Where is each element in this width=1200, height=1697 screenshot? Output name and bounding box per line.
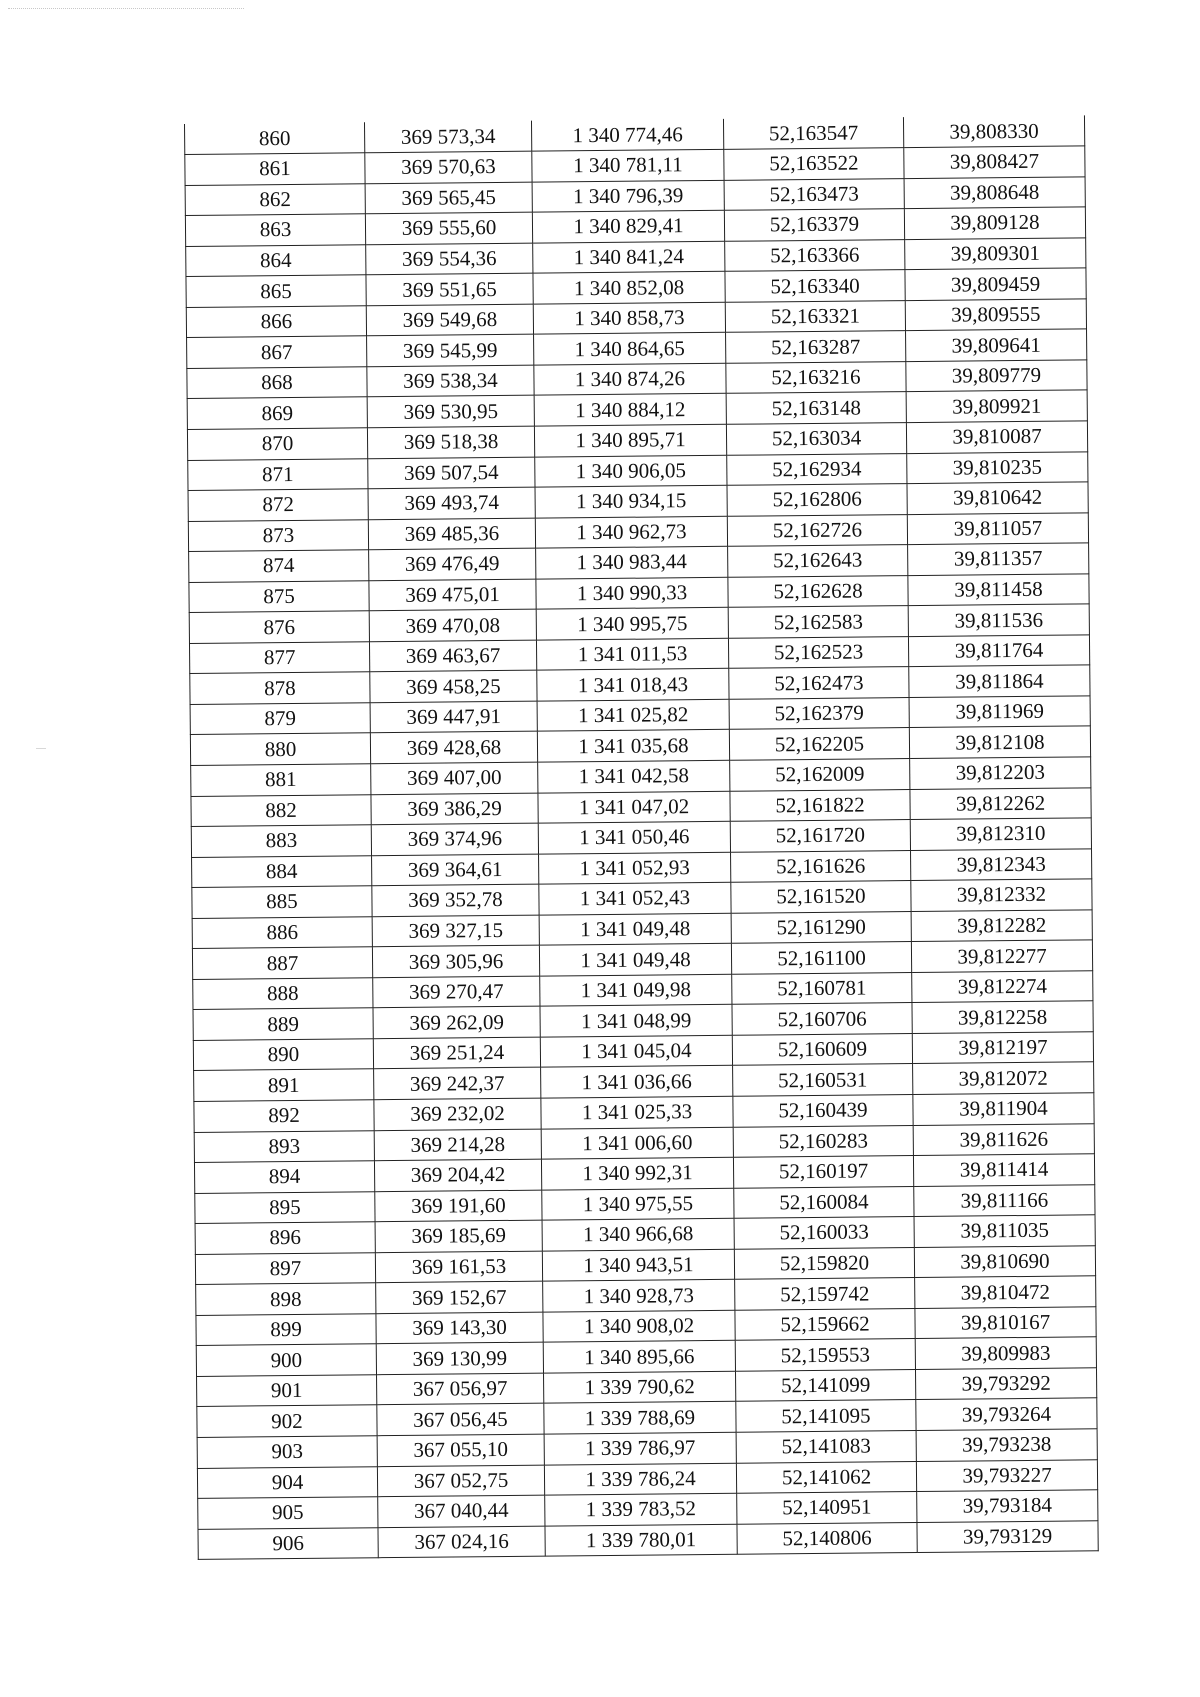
coordinate-table	[184, 115, 1099, 1560]
y-coordinate-cell: 1 340 841,24	[533, 241, 725, 273]
y-coordinate-cell: 1 341 011,53	[536, 638, 728, 670]
longitude-cell: 39,811414	[913, 1154, 1094, 1186]
point-number-cell: 905	[198, 1497, 378, 1529]
longitude-cell: 39,812072	[913, 1062, 1094, 1094]
latitude-cell: 52,160033	[734, 1217, 914, 1249]
y-coordinate-cell: 1 341 047,02	[538, 791, 730, 823]
latitude-cell: 52,141083	[736, 1431, 916, 1463]
y-coordinate-cell: 1 340 796,39	[532, 180, 724, 212]
x-coordinate-cell: 369 407,00	[371, 762, 538, 794]
latitude-cell: 52,161520	[731, 881, 911, 913]
x-coordinate-cell: 369 447,91	[370, 701, 537, 733]
y-coordinate-cell: 1 341 050,46	[538, 821, 730, 853]
x-coordinate-cell: 369 386,29	[371, 793, 538, 825]
y-coordinate-cell: 1 341 049,48	[539, 944, 731, 976]
x-coordinate-cell: 367 052,75	[377, 1465, 544, 1497]
point-number-cell: 862	[185, 183, 365, 215]
x-coordinate-cell: 369 161,53	[375, 1251, 542, 1283]
x-coordinate-cell: 369 204,42	[374, 1159, 541, 1191]
y-coordinate-cell: 1 341 048,99	[540, 1005, 732, 1037]
point-number-cell: 890	[193, 1039, 373, 1071]
x-coordinate-cell: 369 352,78	[372, 884, 539, 916]
x-coordinate-cell: 369 152,67	[376, 1281, 543, 1313]
latitude-cell: 52,141095	[736, 1400, 916, 1432]
latitude-cell: 52,161290	[731, 911, 911, 943]
x-coordinate-cell: 369 549,68	[366, 304, 533, 336]
latitude-cell: 52,159742	[735, 1278, 915, 1310]
x-coordinate-cell: 369 476,49	[369, 548, 536, 580]
latitude-cell: 52,162205	[729, 728, 909, 760]
latitude-cell: 52,160283	[733, 1125, 913, 1157]
x-coordinate-cell: 367 024,16	[378, 1526, 545, 1558]
latitude-cell: 52,163379	[724, 209, 904, 241]
y-coordinate-cell: 1 341 049,48	[539, 913, 731, 945]
y-coordinate-cell: 1 339 786,24	[544, 1463, 736, 1495]
longitude-cell: 39,809921	[906, 390, 1087, 422]
longitude-cell: 39,812108	[909, 726, 1090, 758]
latitude-cell: 52,162643	[728, 545, 908, 577]
latitude-cell: 52,163473	[724, 178, 904, 210]
latitude-cell: 52,163287	[726, 331, 906, 363]
point-number-cell: 906	[198, 1527, 378, 1559]
latitude-cell: 52,161100	[731, 942, 911, 974]
y-coordinate-cell: 1 341 025,82	[537, 699, 729, 731]
point-number-cell: 866	[186, 306, 366, 338]
point-number-cell: 901	[197, 1375, 377, 1407]
point-number-cell: 885	[192, 886, 372, 918]
longitude-cell: 39,811536	[908, 604, 1089, 636]
longitude-cell: 39,811357	[908, 543, 1089, 575]
document-page	[184, 115, 1099, 1560]
point-number-cell: 872	[188, 489, 368, 521]
y-coordinate-cell: 1 340 934,15	[535, 485, 727, 517]
longitude-cell: 39,808648	[904, 176, 1085, 208]
point-number-cell: 895	[195, 1191, 375, 1223]
x-coordinate-cell: 369 463,67	[369, 640, 536, 672]
y-coordinate-cell: 1 341 052,43	[539, 882, 731, 914]
longitude-cell: 39,812203	[910, 757, 1091, 789]
y-coordinate-cell: 1 340 781,11	[532, 149, 724, 181]
point-number-cell: 874	[189, 550, 369, 582]
point-number-cell: 867	[187, 336, 367, 368]
latitude-cell: 52,163522	[724, 148, 904, 180]
latitude-cell: 52,160531	[733, 1064, 913, 1096]
latitude-cell: 52,163366	[725, 239, 905, 271]
x-coordinate-cell: 369 518,38	[367, 426, 534, 458]
x-coordinate-cell: 369 470,08	[369, 609, 536, 641]
longitude-cell: 39,810642	[907, 482, 1088, 514]
point-number-cell: 865	[186, 275, 366, 307]
x-coordinate-cell: 369 493,74	[368, 487, 535, 519]
x-coordinate-cell: 369 270,47	[373, 976, 540, 1008]
y-coordinate-cell: 1 340 983,44	[536, 546, 728, 578]
point-number-cell: 886	[192, 916, 372, 948]
y-coordinate-cell: 1 341 052,93	[539, 852, 731, 884]
x-coordinate-cell: 369 507,54	[368, 457, 535, 489]
y-coordinate-cell: 1 340 966,68	[542, 1218, 734, 1250]
y-coordinate-cell: 1 340 852,08	[533, 272, 725, 304]
x-coordinate-cell: 369 242,37	[374, 1068, 541, 1100]
y-coordinate-cell: 1 340 908,02	[543, 1310, 735, 1342]
longitude-cell: 39,812332	[911, 879, 1092, 911]
longitude-cell: 39,812262	[910, 787, 1091, 819]
longitude-cell: 39,811057	[907, 512, 1088, 544]
longitude-cell: 39,808330	[903, 115, 1084, 147]
y-coordinate-cell: 1 340 774,46	[531, 119, 723, 151]
longitude-cell: 39,811626	[913, 1123, 1094, 1155]
y-coordinate-cell: 1 340 943,51	[542, 1249, 734, 1281]
longitude-cell: 39,809128	[904, 207, 1085, 239]
x-coordinate-cell: 369 305,96	[372, 945, 539, 977]
point-number-cell: 877	[189, 642, 369, 674]
point-number-cell: 864	[186, 244, 366, 276]
coordinate-table-body	[184, 115, 1098, 1559]
y-coordinate-cell: 1 339 786,97	[544, 1432, 736, 1464]
x-coordinate-cell: 367 040,44	[378, 1495, 545, 1527]
x-coordinate-cell: 369 475,01	[369, 579, 536, 611]
point-number-cell: 876	[189, 611, 369, 643]
longitude-cell: 39,811458	[908, 574, 1089, 606]
longitude-cell: 39,810472	[915, 1276, 1096, 1308]
point-number-cell: 869	[187, 397, 367, 429]
x-coordinate-cell: 369 251,24	[373, 1037, 540, 1069]
point-number-cell: 904	[197, 1466, 377, 1498]
point-number-cell: 902	[197, 1405, 377, 1437]
longitude-cell: 39,810690	[914, 1246, 1095, 1278]
point-number-cell: 873	[188, 519, 368, 551]
y-coordinate-cell: 1 341 006,60	[541, 1127, 733, 1159]
y-coordinate-cell: 1 341 049,98	[540, 974, 732, 1006]
latitude-cell: 52,160439	[733, 1095, 913, 1127]
longitude-cell: 39,793238	[916, 1429, 1097, 1461]
longitude-cell: 39,812277	[911, 940, 1092, 972]
x-coordinate-cell: 367 055,10	[377, 1434, 544, 1466]
x-coordinate-cell: 369 232,02	[374, 1098, 541, 1130]
latitude-cell: 52,159820	[734, 1247, 914, 1279]
point-number-cell: 871	[188, 458, 368, 490]
latitude-cell: 52,163148	[726, 392, 906, 424]
y-coordinate-cell: 1 340 995,75	[536, 608, 728, 640]
x-coordinate-cell: 369 458,25	[370, 670, 537, 702]
y-coordinate-cell: 1 340 962,73	[535, 516, 727, 548]
longitude-cell: 39,811166	[914, 1184, 1095, 1216]
longitude-cell: 39,808427	[904, 146, 1085, 178]
y-coordinate-cell: 1 340 990,33	[536, 577, 728, 609]
latitude-cell: 52,162628	[728, 575, 908, 607]
latitude-cell: 52,162523	[728, 636, 908, 668]
latitude-cell: 52,162379	[729, 697, 909, 729]
x-coordinate-cell: 369 143,30	[376, 1312, 543, 1344]
y-coordinate-cell: 1 340 895,71	[534, 424, 726, 456]
x-coordinate-cell: 369 262,09	[373, 1006, 540, 1038]
longitude-cell: 39,811035	[914, 1215, 1095, 1247]
x-coordinate-cell: 369 374,96	[371, 823, 538, 855]
latitude-cell: 52,159553	[735, 1339, 915, 1371]
latitude-cell: 52,160609	[732, 1033, 912, 1065]
y-coordinate-cell: 1 341 045,04	[540, 1035, 732, 1067]
longitude-cell: 39,793264	[916, 1398, 1097, 1430]
y-coordinate-cell: 1 341 018,43	[537, 669, 729, 701]
point-number-cell: 892	[194, 1100, 374, 1132]
point-number-cell: 887	[192, 947, 372, 979]
point-number-cell: 863	[185, 214, 365, 246]
point-number-cell: 870	[187, 428, 367, 460]
latitude-cell: 52,160706	[732, 1003, 912, 1035]
latitude-cell: 52,163216	[726, 361, 906, 393]
point-number-cell: 888	[193, 978, 373, 1010]
longitude-cell: 39,810087	[906, 421, 1087, 453]
x-coordinate-cell: 367 056,97	[377, 1373, 544, 1405]
latitude-cell: 52,163034	[726, 423, 906, 455]
point-number-cell: 879	[190, 703, 370, 735]
longitude-cell: 39,812274	[912, 971, 1093, 1003]
latitude-cell: 52,162806	[727, 484, 907, 516]
x-coordinate-cell: 369 554,36	[366, 243, 533, 275]
latitude-cell: 52,160084	[734, 1186, 914, 1218]
y-coordinate-cell: 1 340 884,12	[534, 394, 726, 426]
longitude-cell: 39,793227	[916, 1459, 1097, 1491]
latitude-cell: 52,162583	[728, 606, 908, 638]
longitude-cell: 39,812197	[912, 1032, 1093, 1064]
y-coordinate-cell: 1 340 928,73	[543, 1280, 735, 1312]
point-number-cell: 893	[194, 1130, 374, 1162]
y-coordinate-cell: 1 340 992,31	[541, 1157, 733, 1189]
x-coordinate-cell: 369 185,69	[375, 1220, 542, 1252]
point-number-cell: 903	[197, 1436, 377, 1468]
point-number-cell: 891	[194, 1069, 374, 1101]
point-number-cell: 883	[191, 825, 371, 857]
point-number-cell: 861	[185, 153, 365, 185]
point-number-cell: 881	[191, 764, 371, 796]
longitude-cell: 39,809459	[905, 268, 1086, 300]
point-number-cell: 899	[196, 1314, 376, 1346]
latitude-cell: 52,161822	[730, 789, 910, 821]
x-coordinate-cell: 369 214,28	[374, 1129, 541, 1161]
y-coordinate-cell: 1 339 780,01	[545, 1524, 737, 1556]
point-number-cell: 884	[192, 855, 372, 887]
x-coordinate-cell: 369 327,15	[372, 915, 539, 947]
longitude-cell: 39,812282	[911, 910, 1092, 942]
margin-mark	[36, 748, 46, 749]
point-number-cell: 898	[196, 1283, 376, 1315]
y-coordinate-cell: 1 341 035,68	[537, 730, 729, 762]
y-coordinate-cell: 1 341 036,66	[541, 1066, 733, 1098]
longitude-cell: 39,812258	[912, 1001, 1093, 1033]
point-number-cell: 900	[196, 1344, 376, 1376]
longitude-cell: 39,809555	[905, 299, 1086, 331]
longitude-cell: 39,812343	[911, 848, 1092, 880]
latitude-cell: 52,159662	[735, 1308, 915, 1340]
point-number-cell: 889	[193, 1008, 373, 1040]
longitude-cell: 39,809983	[915, 1337, 1096, 1369]
latitude-cell: 52,140806	[737, 1522, 917, 1554]
x-coordinate-cell: 369 570,63	[365, 151, 532, 183]
x-coordinate-cell: 369 364,61	[372, 854, 539, 886]
x-coordinate-cell: 369 565,45	[365, 182, 532, 214]
x-coordinate-cell: 369 530,95	[367, 396, 534, 428]
point-number-cell: 880	[190, 733, 370, 765]
longitude-cell: 39,793292	[915, 1368, 1096, 1400]
y-coordinate-cell: 1 339 783,52	[545, 1493, 737, 1525]
x-coordinate-cell: 369 573,34	[364, 121, 531, 153]
point-number-cell: 897	[195, 1252, 375, 1284]
x-coordinate-cell: 369 428,68	[370, 732, 537, 764]
y-coordinate-cell: 1 340 895,66	[543, 1341, 735, 1373]
latitude-cell: 52,162726	[727, 514, 907, 546]
x-coordinate-cell: 367 056,45	[377, 1404, 544, 1436]
latitude-cell: 52,161720	[730, 820, 910, 852]
longitude-cell: 39,811904	[913, 1093, 1094, 1125]
latitude-cell: 52,161626	[731, 850, 911, 882]
latitude-cell: 52,162934	[727, 453, 907, 485]
y-coordinate-cell: 1 340 864,65	[534, 333, 726, 365]
longitude-cell: 39,811764	[908, 635, 1089, 667]
latitude-cell: 52,140951	[737, 1492, 917, 1524]
point-number-cell: 875	[189, 580, 369, 612]
x-coordinate-cell: 369 485,36	[368, 518, 535, 550]
latitude-cell: 52,163340	[725, 270, 905, 302]
point-number-cell: 882	[191, 794, 371, 826]
scan-edge-mark	[8, 8, 244, 9]
longitude-cell: 39,793129	[917, 1520, 1098, 1552]
y-coordinate-cell: 1 340 858,73	[533, 302, 725, 334]
longitude-cell: 39,809779	[906, 360, 1087, 392]
y-coordinate-cell: 1 339 788,69	[544, 1402, 736, 1434]
latitude-cell: 52,141099	[735, 1369, 915, 1401]
x-coordinate-cell: 369 130,99	[376, 1342, 543, 1374]
x-coordinate-cell: 369 191,60	[375, 1190, 542, 1222]
y-coordinate-cell: 1 339 790,62	[544, 1371, 736, 1403]
latitude-cell: 52,160197	[733, 1156, 913, 1188]
latitude-cell: 52,162009	[730, 759, 910, 791]
longitude-cell: 39,812310	[910, 818, 1091, 850]
longitude-cell: 39,809301	[905, 238, 1086, 270]
y-coordinate-cell: 1 340 906,05	[535, 455, 727, 487]
latitude-cell: 52,160781	[732, 972, 912, 1004]
point-number-cell: 878	[190, 672, 370, 704]
point-number-cell: 896	[195, 1222, 375, 1254]
y-coordinate-cell: 1 340 975,55	[542, 1188, 734, 1220]
longitude-cell: 39,810235	[907, 451, 1088, 483]
longitude-cell: 39,809641	[906, 329, 1087, 361]
y-coordinate-cell: 1 341 025,33	[541, 1096, 733, 1128]
y-coordinate-cell: 1 341 042,58	[538, 760, 730, 792]
latitude-cell: 52,163321	[725, 300, 905, 332]
y-coordinate-cell: 1 340 829,41	[532, 210, 724, 242]
y-coordinate-cell: 1 340 874,26	[534, 363, 726, 395]
x-coordinate-cell: 369 538,34	[367, 365, 534, 397]
point-number-cell: 868	[187, 367, 367, 399]
point-number-cell: 860	[184, 122, 364, 154]
longitude-cell: 39,811864	[909, 665, 1090, 697]
longitude-cell: 39,810167	[915, 1307, 1096, 1339]
x-coordinate-cell: 369 551,65	[366, 273, 533, 305]
latitude-cell: 52,162473	[729, 667, 909, 699]
longitude-cell: 39,811969	[909, 696, 1090, 728]
longitude-cell: 39,793184	[917, 1490, 1098, 1522]
point-number-cell: 894	[194, 1161, 374, 1193]
latitude-cell: 52,163547	[723, 117, 903, 149]
latitude-cell: 52,141062	[736, 1461, 916, 1493]
x-coordinate-cell: 369 545,99	[367, 334, 534, 366]
x-coordinate-cell: 369 555,60	[365, 212, 532, 244]
